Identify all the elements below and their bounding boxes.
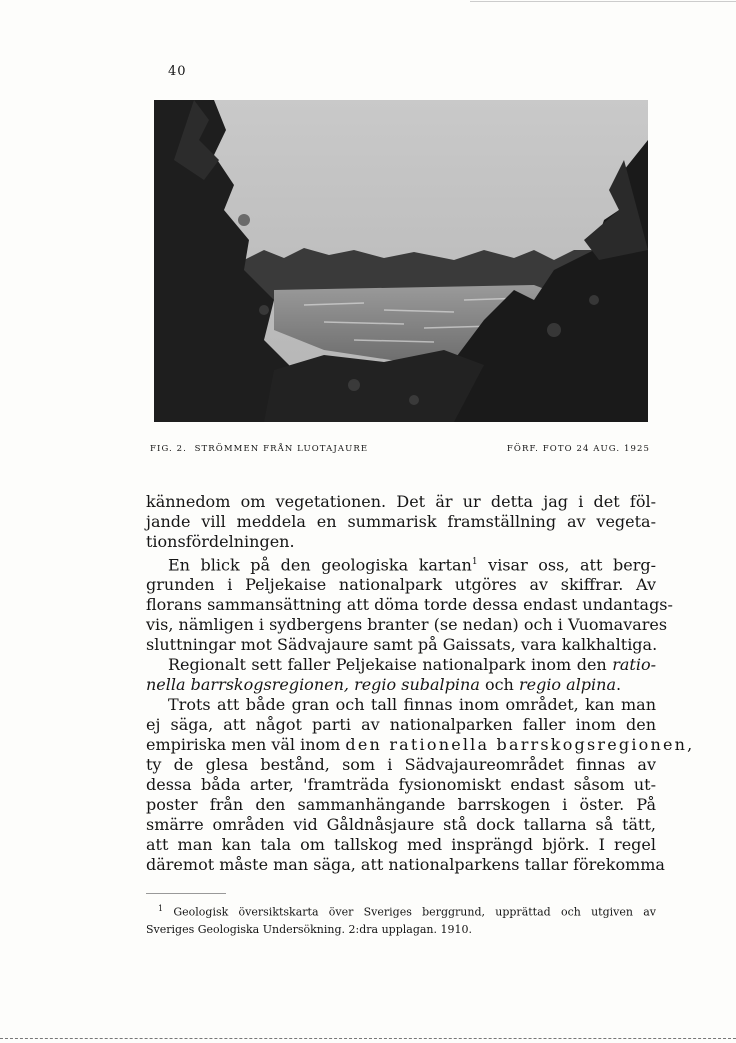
footnote	[146, 900, 656, 938]
text-line: ej säga, att något parti av nationalparken faller inom den	[146, 715, 656, 735]
text-line	[146, 735, 695, 755]
text-segment: Regionalt sett faller Peljekaise nationalpark inom den	[168, 655, 613, 675]
text-segment: Geologisk översiktskarta över Sveriges berggrund, upprättad och utgiven av	[163, 905, 656, 919]
footnote-marker: 1	[158, 904, 164, 913]
text-segment: .	[616, 675, 622, 695]
italic-term: nella barrskogsregionen, regio subalpina	[146, 675, 480, 695]
text-line: tionsfördelningen.	[146, 532, 295, 551]
text-segment: empiriska men väl inom	[146, 735, 346, 755]
text-line: däremot måste man säga, att nationalparkens tallar förekomma	[146, 855, 665, 875]
text-line: Trots att både gran och tall finnas inom området, kan man	[168, 695, 656, 715]
italic-term: ratio-	[612, 655, 656, 675]
river-photograph	[154, 100, 648, 422]
text-line	[146, 552, 656, 575]
photo-credit: FÖRF. FOTO 24 AUG. 1925	[506, 444, 650, 454]
text-line: kännedom om vegetationen. Det är ur detta jag i det föl-	[146, 492, 656, 511]
text-line: sluttningar mot Sädvajaure samt på Gaissats, vara kalkhaltiga.	[146, 635, 658, 655]
figure-caption-left	[150, 444, 368, 454]
scan-edge-line	[470, 1, 736, 2]
page-number: 40	[168, 64, 187, 79]
text-line: ty de glesa bestånd, som i Sädvajaureområdet finnas av	[146, 755, 656, 775]
text-line: vis, nämligen i sydbergens branter (se nedan) och i Vuomavares	[146, 615, 668, 635]
footnote-divider	[146, 893, 226, 894]
text-line: att man kan tala om tallskog med insprängd björk. I regel	[146, 835, 656, 855]
text-segment: En blick på den geologiska kartan	[168, 555, 472, 575]
text-line: jande vill meddela en summarisk framställning av vegeta-	[146, 512, 656, 531]
figure-label: FIG. 2.	[150, 444, 187, 454]
scan-edge-line	[0, 1038, 736, 1039]
text-line: dessa båda arter, 'framträda fysionomiskt endast såsom ut-	[146, 775, 656, 795]
text-segment: visar oss, att berg-	[477, 555, 656, 575]
footnote-line	[146, 900, 656, 921]
figure-title: STRÖMMEN FRÅN LUOTAJAURE	[194, 444, 369, 454]
text-line: poster från den sammanhängande barrskogen i öster. På	[146, 795, 656, 815]
footnote-reference: 1	[471, 557, 478, 567]
text-line: grunden i Peljekaise nationalpark utgöres av skiffrar. Av	[146, 575, 656, 595]
footnote-line: Sveriges Geologiska Undersökning. 2:dra upplagan. 1910.	[146, 922, 473, 936]
text-line	[146, 655, 656, 675]
river-landscape-image	[154, 100, 648, 422]
text-segment: och	[479, 675, 519, 695]
text-line	[146, 675, 656, 695]
text-line: smärre områden vid Gåldnåsjaure stå dock tallarna så tätt,	[146, 815, 656, 835]
spaced-term: den rationella barrskogsregionen,	[345, 735, 695, 755]
body-text	[146, 492, 695, 875]
text-line: florans sammansättning att döma torde dessa endast undantags-	[146, 595, 673, 615]
italic-term: regio alpina	[518, 675, 617, 695]
